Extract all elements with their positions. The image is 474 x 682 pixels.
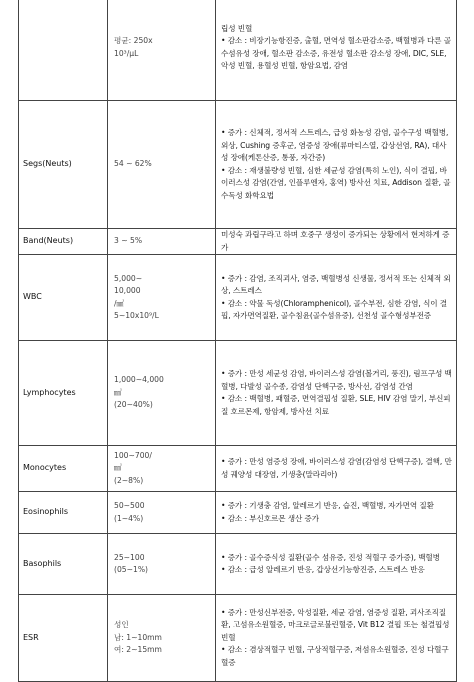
reference-range-line: (2~8%) xyxy=(114,475,144,485)
clinical-significance-paragraph: • 증가 : 신체적, 정서적 스트레스, 급성 화농성 감염, 골수구성 백혈병, 외상, Cushing 증후군, 염증성 장애(류마티스열, 갑상선염, RA), 대사성 장애(케톤산증, 통풍, 자간증) xyxy=(221,128,449,162)
reference-range-line: 54 ~ 62% xyxy=(114,159,152,169)
reference-range-line: 1,000~4,000 xyxy=(114,375,164,385)
test-name-cell: Lymphocytes xyxy=(19,341,108,446)
clinical-significance-paragraph: • 증가 : 기생충 감염, 알레르기 반응, 습진, 백혈병, 자가면역 질환 xyxy=(221,501,434,510)
clinical-significance-cell xyxy=(216,0,457,101)
clinical-significance-paragraph: • 감소 : 비장기능항진증, 출혈, 면역성 혈소판감소증, 백혈병과 다른 골수섬유성 장애, 혈소판 감소증, 유전성 혈소판 감소성 장애, DIC, SLE, 악성 빈혈, 용혈성 빈혈, 항암요법, 감염 xyxy=(221,36,451,70)
table-row xyxy=(19,101,457,229)
test-name-cell: Monocytes xyxy=(19,446,108,492)
test-name-cell: ESR xyxy=(19,595,108,682)
table-row xyxy=(19,341,457,446)
clinical-significance-paragraph: • 증가 : 감염, 조직괴사, 염증, 백혈병성 신생물, 정서적 또는 신체적 외상, 스트레스 xyxy=(221,273,451,295)
reference-range-line: 100~700/ xyxy=(114,450,152,460)
reference-range-cell xyxy=(108,492,216,534)
test-name-cell: Segs(Neuts) xyxy=(19,101,108,229)
clinical-significance-paragraph: • 감소 : 겸상적혈구 빈혈, 구상적혈구증, 저섬유소원혈증, 진성 다혈구혈증 xyxy=(221,645,449,667)
reference-range-line: /㎣ xyxy=(114,298,125,308)
reference-range-cell xyxy=(108,0,216,101)
reference-range-line: 50~500 xyxy=(114,501,145,510)
table-row xyxy=(19,595,457,682)
clinical-significance-paragraph: • 증가 : 만성 세균성 감염, 바이러스성 감염(볼거리, 풍진), 림프구성 백혈병, 다발성 골수종, 감염성 단핵구증, 방사선, 감염성 간염 xyxy=(221,369,452,391)
test-name-cell: Band(Neuts) xyxy=(19,229,108,255)
test-name-cell: Eosinophils xyxy=(19,492,108,534)
table-row xyxy=(19,446,457,492)
clinical-significance-paragraph: • 감소 : 약물 독성(Chloramphenicol), 골수부전, 심한 감염, 식이 결핍, 자가면역질환, 골수침윤(골수섬유증), 선천성 골수형성부전증 xyxy=(221,298,448,320)
test-name-cell: Basophils xyxy=(19,534,108,595)
reference-range-cell xyxy=(108,229,216,255)
reference-range-line: ㎣ xyxy=(114,463,122,473)
reference-range-line: (05~1%) xyxy=(114,565,148,574)
reference-range-line: 여: 2~15mm xyxy=(114,645,162,655)
test-name-cell xyxy=(19,0,108,101)
reference-range-line: 5,000~ xyxy=(114,273,143,283)
reference-range-cell xyxy=(108,341,216,446)
reference-range-line: 평균: 250x xyxy=(114,36,153,45)
reference-range-line: 5~10x10⁹/L xyxy=(114,311,159,320)
clinical-significance-paragraph: • 감소 : 백혈병, 패혈증, 면역결핍성 질환, SLE, HIV 감염 말기, 부신피질 호르몬제, 항암제, 방사선 치료 xyxy=(221,394,451,416)
clinical-significance-cell xyxy=(216,446,457,492)
reference-range-line: 10³/μL xyxy=(114,48,139,58)
reference-range-cell xyxy=(108,255,216,341)
reference-range-line: (1~4%) xyxy=(114,513,144,523)
clinical-significance-cell xyxy=(216,595,457,682)
reference-range-line: 10,000 xyxy=(114,286,141,295)
clinical-significance-paragraph: • 증가 : 골수증식성 질환(골수 섬유증, 진성 적혈구 증가증), 백혈병 xyxy=(221,552,440,562)
reference-range-cell xyxy=(108,595,216,682)
reference-range-line: 남: 1~10mm xyxy=(114,632,162,642)
lab-values-table xyxy=(18,0,457,682)
clinical-significance-cell xyxy=(216,492,457,534)
test-name-cell: WBC xyxy=(19,255,108,341)
clinical-significance-paragraph: 미성숙 과립구라고 하며 호중구 생성이 증가되는 상황에서 현저하게 증가 xyxy=(221,230,450,252)
clinical-significance-paragraph: • 증가 : 만성 염증성 장애, 바이러스성 감염(감염성 단핵구증), 결핵, 만성 궤양성 대장염, 기생충(말라리아) xyxy=(221,457,452,479)
reference-range-line: 3 ~ 5% xyxy=(114,236,143,246)
clinical-significance-paragraph: • 감소 : 재생불량성 빈혈, 심한 세균성 감염(특히 노인), 식이 결핍, 바이러스성 감염(간염, 인플루엔자, 홍역) 방사선 치료, Addison 질환, 골수독성 화학요법 xyxy=(221,165,451,200)
table-row xyxy=(19,492,457,534)
clinical-significance-paragraph: • 증가 : 만성신부전증, 악성질환, 세균 감염, 염증성 질환, 괴사조직질환, 고섬유소원혈증, 마크로글로불린혈증, Vit B12 결핍 또는 철결핍성 빈혈 xyxy=(221,607,450,642)
table-row xyxy=(19,255,457,341)
table-body xyxy=(19,0,457,682)
reference-range-cell xyxy=(108,446,216,492)
clinical-significance-cell xyxy=(216,101,457,229)
clinical-significance-cell xyxy=(216,534,457,595)
reference-range-line: 성인 xyxy=(114,620,129,630)
clinical-significance-cell xyxy=(216,341,457,446)
clinical-significance-cell xyxy=(216,229,457,255)
table-row xyxy=(19,534,457,595)
table-row xyxy=(19,0,457,101)
clinical-significance-paragraph: • 감소 : 급성 알레르기 반응, 갑상선기능항진증, 스트레스 반응 xyxy=(221,565,425,574)
reference-range-cell xyxy=(108,101,216,229)
clinical-significance-paragraph: 립성 빈혈 xyxy=(221,23,253,33)
reference-range-line: ㎣ xyxy=(114,387,122,397)
table-row xyxy=(19,229,457,255)
reference-range-line: 25~100 xyxy=(114,552,145,562)
clinical-significance-cell xyxy=(216,255,457,341)
reference-range-cell xyxy=(108,534,216,595)
clinical-significance-paragraph: • 감소 : 부신호르몬 생산 증가 xyxy=(221,513,319,523)
reference-range-line: (20~40%) xyxy=(114,400,153,410)
